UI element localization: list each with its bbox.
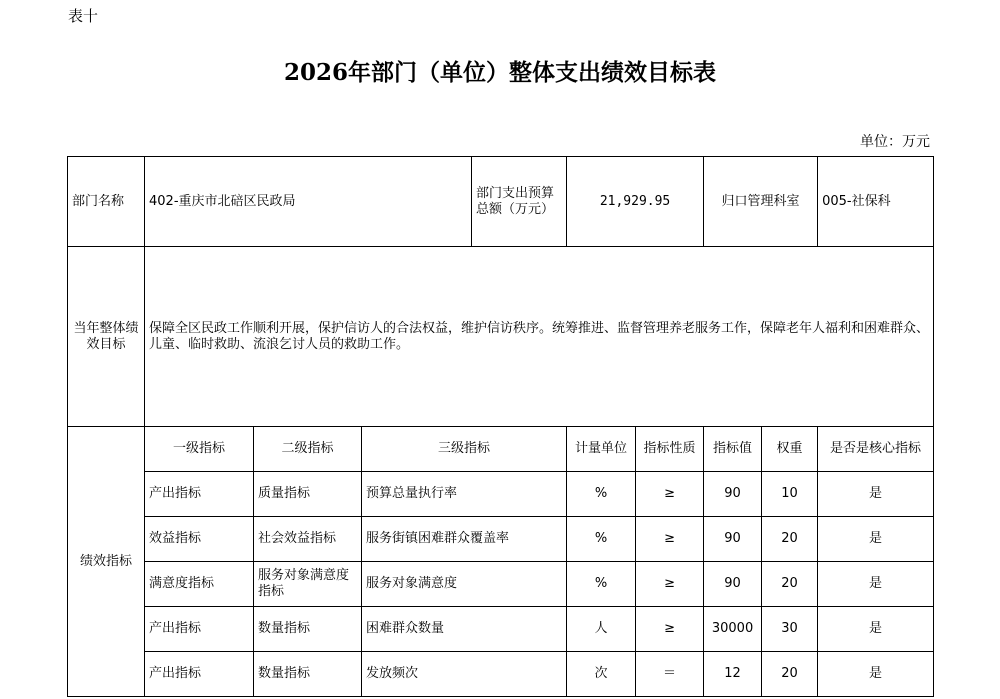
row-nature: ＝ bbox=[636, 652, 704, 697]
row-unit: % bbox=[567, 562, 636, 607]
row-nature: ≥ bbox=[636, 472, 704, 517]
row-unit: 次 bbox=[567, 652, 636, 697]
row-level2: 社会效益指标 bbox=[254, 517, 362, 562]
page-title: 2026年部门（单位）整体支出绩效目标表 bbox=[283, 59, 716, 86]
dept-name-value: 402-重庆市北碚区民政局 bbox=[145, 157, 472, 247]
col-header-core: 是否是核心指标 bbox=[818, 427, 934, 472]
row-unit: 人 bbox=[567, 607, 636, 652]
row-value: 12 bbox=[704, 652, 762, 697]
row-weight: 20 bbox=[762, 652, 818, 697]
performance-target-table bbox=[67, 156, 934, 697]
table-number-label: 表十 bbox=[68, 7, 99, 25]
row-level2: 质量指标 bbox=[254, 472, 362, 517]
indicator-header-row bbox=[68, 427, 934, 472]
unit-label: 单位：万元 bbox=[860, 134, 930, 150]
row-level2: 数量指标 bbox=[254, 652, 362, 697]
row-level1: 产出指标 bbox=[145, 652, 254, 697]
table-row bbox=[68, 652, 934, 697]
row-level1: 满意度指标 bbox=[145, 562, 254, 607]
row-weight: 10 bbox=[762, 472, 818, 517]
dept-info-row bbox=[68, 157, 934, 247]
row-weight: 20 bbox=[762, 562, 818, 607]
office-label: 归口管理科室 bbox=[704, 157, 818, 247]
row-weight: 20 bbox=[762, 517, 818, 562]
col-header-unit: 计量单位 bbox=[567, 427, 636, 472]
row-level1: 效益指标 bbox=[145, 517, 254, 562]
col-header-value: 指标值 bbox=[704, 427, 762, 472]
budget-total-label: 部门支出预算总额（万元） bbox=[472, 157, 567, 247]
goal-row bbox=[68, 247, 934, 427]
table-row bbox=[68, 517, 934, 562]
goal-text: 保障全区民政工作顺利开展，保护信访人的合法权益，维护信访秩序。统筹推进、监督管理养老服务工作，保障老年人福利和困难群众、儿童、临时救助、流浪乞讨人员的救助工作。 bbox=[145, 247, 934, 427]
table-row bbox=[68, 607, 934, 652]
row-value: 90 bbox=[704, 517, 762, 562]
col-header-level1: 一级指标 bbox=[145, 427, 254, 472]
row-value: 90 bbox=[704, 472, 762, 517]
row-unit: % bbox=[567, 472, 636, 517]
row-nature: ≥ bbox=[636, 607, 704, 652]
row-core: 是 bbox=[818, 517, 934, 562]
col-header-nature: 指标性质 bbox=[636, 427, 704, 472]
row-core: 是 bbox=[818, 472, 934, 517]
col-header-weight: 权重 bbox=[762, 427, 818, 472]
row-level2: 服务对象满意度指标 bbox=[254, 562, 362, 607]
row-level3: 困难群众数量 bbox=[362, 607, 567, 652]
budget-total-value: 21,929.95 bbox=[567, 157, 704, 247]
row-level2: 数量指标 bbox=[254, 607, 362, 652]
row-nature: ≥ bbox=[636, 562, 704, 607]
dept-name-label: 部门名称 bbox=[68, 157, 145, 247]
indicator-section-label: 绩效指标 bbox=[68, 427, 145, 697]
col-header-level2: 二级指标 bbox=[254, 427, 362, 472]
row-unit: % bbox=[567, 517, 636, 562]
goal-label: 当年整体绩效目标 bbox=[68, 247, 145, 427]
row-level3: 预算总量执行率 bbox=[362, 472, 567, 517]
row-level3: 发放频次 bbox=[362, 652, 567, 697]
row-core: 是 bbox=[818, 607, 934, 652]
row-level3: 服务对象满意度 bbox=[362, 562, 567, 607]
row-value: 90 bbox=[704, 562, 762, 607]
col-header-level3: 三级指标 bbox=[362, 427, 567, 472]
row-nature: ≥ bbox=[636, 517, 704, 562]
row-level3: 服务街镇困难群众覆盖率 bbox=[362, 517, 567, 562]
row-level1: 产出指标 bbox=[145, 607, 254, 652]
row-core: 是 bbox=[818, 562, 934, 607]
row-core: 是 bbox=[818, 652, 934, 697]
table-row bbox=[68, 562, 934, 607]
table-row bbox=[68, 472, 934, 517]
row-level1: 产出指标 bbox=[145, 472, 254, 517]
row-weight: 30 bbox=[762, 607, 818, 652]
row-value: 30000 bbox=[704, 607, 762, 652]
office-value: 005-社保科 bbox=[818, 157, 934, 247]
